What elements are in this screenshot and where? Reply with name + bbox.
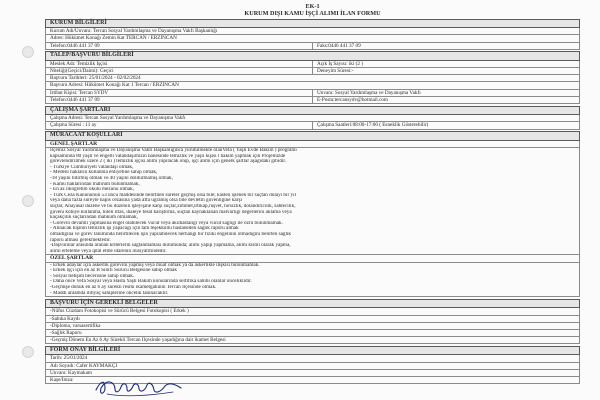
genel-sart-line: suçlar, Anayasal düzene ve bu düzenin işleyişine karşı suçlar,zimmet,irtikâp,rüşvet, hırsızlık, dolandırıcılık, sahtecilik,: [50, 203, 296, 209]
kurum-adi: Kurum Adı/Unvanı: Tercan Sosyal Yardımlaşma ve Dayanışma Vakfı Başkanlığı: [50, 28, 218, 35]
talep-row-6: [45, 97, 580, 104]
genel-sart-line: -Daşvurular arasında aranan kriterlerin sağlanmaması durumunda; alımı yapıp yapmama, alımı kısmi olarak yapma,: [50, 243, 291, 249]
calisma-adres-row: [45, 115, 580, 122]
genel-sartlar-list: [45, 148, 580, 254]
section-belgeler-title: BAŞVURU İÇİN GEREKLİ BELGELER: [45, 299, 580, 309]
section-kurum-title: KURUM BİLGİLERİ: [45, 19, 580, 29]
ozel-sart-line: - Erkek işçi için en az B Sınıfı Sürücü Belgesine sahip olmak: [50, 268, 177, 274]
talep-row-2: [45, 68, 580, 75]
belge-row: [45, 330, 580, 337]
genel-sart-line: -18 yaşını bitirmiş olmak ve 40 yaşını doldurmamış olmak,: [50, 175, 173, 181]
belge-row: [45, 316, 580, 323]
kurum-telefon: Telefon:0446 441 37 09: [50, 42, 100, 49]
onay-tarih-row: [45, 355, 580, 362]
onay-unvan: Unvanı: Kaymakam: [50, 369, 92, 376]
binder-hole: [22, 46, 34, 58]
talep-meslek: Meslek Adı: Temizlik İşçisi: [50, 60, 108, 67]
talep-tarih-row: [45, 75, 580, 82]
ozel-sartlar-title: ÖZEL ŞARTLAR: [45, 254, 580, 262]
talep-deneyim: Deneyim Süresi:-: [312, 68, 579, 74]
binder-holes: [20, 0, 34, 400]
section-talep-title: TALEP/BAŞVURU BİLGİLERİ: [45, 51, 580, 61]
belge-item: -Diploma, varsasertifika: [50, 322, 101, 329]
binder-hole: [22, 195, 34, 207]
genel-sart-line: görevlendirilmek üzere 2 ( iki ) temizlik işçisi alımı yapılacak olup, işçi alımı için genelk şartlar aşağıdaki gibidir.: [50, 159, 287, 165]
section-calisma-title: ÇALIŞMA ŞARTLARI: [45, 106, 580, 116]
talep-row-5: [45, 90, 580, 97]
genel-sart-line: kapsamında 80 yaşlı ve engelli vatandaşımızın hanesinde temizlik ve yaşlı kişisi l bakım yapmak için Projemizde: [50, 153, 286, 159]
genel-sartlar-title: GENEL ŞARTLAR: [45, 141, 580, 148]
onay-adsoyad: Adı Soyadı: Cafer KAYMAKÇI: [50, 362, 118, 369]
genel-sart-line: İlçemiz Sosyal Yardımlaşma ve Dayanışma Vakfı Başkanlığınca yürütülmekte olanVefa ( Yaşlı Evde Bakım ) programı: [50, 148, 297, 154]
talep-acik-is: Açık İş Sayısı: iki (2 ): [312, 61, 579, 67]
genel-sart-line: alımı erteleme veya iptal etme idarenin inisiyatifindedir.: [50, 248, 167, 254]
kurum-faks: Faks:0446 441 37 09: [312, 43, 579, 49]
genel-sart-line: - Medeni hakların kullanma ehliyetine sahip olmak,: [50, 170, 158, 176]
form-document: [45, 0, 580, 400]
genel-sart-line: raporu alması gerekmektedir.: [50, 237, 111, 243]
genel-sart-line: veya daha fazla süreyle hapis cezasına yada affa uğramış olsa bile devletin güvenliğine karşı: [50, 198, 242, 204]
genel-sart-line: kaçakçılık suçlarından mahkûm olmamak,: [50, 215, 138, 221]
ozel-sart-line: - Sosyal İletişim becerisine sahip olmak.: [50, 273, 135, 279]
ozel-sart-line: - Daha önce Vefa Sosyal veya Hasta Yaşlı Bakım konularında sertifika sahibi olanlar önceliklidir.: [50, 279, 252, 285]
form-title: KURUM DIŞI KAMU İŞÇİ ALIMI İLAN FORMU: [244, 10, 381, 17]
calisma-saat: Çalışma Saatleri:08:00-17:00 ( Esneklik Gösterebilir): [312, 122, 579, 128]
talep-row-1: [45, 61, 580, 68]
talep-adres-row: [45, 82, 580, 89]
belge-row: [45, 308, 580, 315]
ozel-sart-line: - Erkek adaylar için askerlik görevini yapmış veya muaf olmak ya da askerlikle ilişkisi bulunmamak.: [50, 262, 260, 268]
belge-item: -Nüfus Cüzdanı Fotokopisi ve Sürücü Belgesi Fotokopisi ( Erkek ): [50, 308, 189, 315]
kurum-adres-row: [45, 35, 580, 42]
talep-telefon: Telefon:0446 441 37 09: [50, 96, 100, 103]
talep-adres: Başvuru Adresi: Hükümet Konağı Kat 1 Tercan / ERZİNCAN: [50, 82, 179, 89]
kurum-adres: Adres: Hükümet Konağı Zemin Kat TERCAN / ERZİNCAN: [50, 35, 177, 42]
belge-item: -Sağlık Raporu: [50, 329, 82, 336]
genel-sart-line: - Türkiye Cumhuriyeti vatandaşı olmak,: [50, 164, 134, 170]
onay-imza-label: Kaşe/İmza:: [50, 377, 74, 384]
belge-item: -Geçmiş Dönem En Az 6 Ay Sürekli Tercan İlçesinde yaşadığına dair ikamet Belgesi: [50, 337, 226, 344]
talep-eposta: E-Posta:tercansydv@hotmail.com: [312, 97, 579, 103]
belge-row: [45, 323, 580, 330]
onay-tarih: Tarih: 25/01/2024: [50, 355, 88, 362]
genel-sart-line: - En az ilköğretim okulu mezunu olmak,: [50, 187, 134, 193]
kurum-iletisim-row: [45, 43, 580, 50]
onay-adsoyad-row: [45, 363, 580, 370]
talep-tarih: Başvuru Tarihleri: 25/01/2024 - 02/02/2024: [50, 75, 141, 82]
belge-row: [45, 337, 580, 344]
binder-hole: [22, 346, 34, 358]
kurum-adi-row: [45, 28, 580, 35]
handwritten-signature: [93, 376, 183, 398]
calisma-adres: Çalışma Adresi: Tercan Sosyal Yardımlaşma ve Dayanışma Vakfı: [50, 115, 186, 122]
calisma-sure: Çalışma Süresi : 11 ay: [50, 122, 97, 129]
ozel-sart-line: -Geçmişe dönük en az 6 ay sürekli resmi ikametgâhının Tercan İlçesinde olmak.: [50, 285, 217, 291]
genel-sart-line: - Alınacak kişinin temizlik işi yapacağı için tam teşekküllü hastaneden sağlık raporu almak: [50, 226, 239, 232]
belge-item: -Sabıka Kaydı: [50, 315, 80, 322]
genel-sart-line: - Kamu haklarından mahrum bulunmamak,: [50, 181, 140, 187]
form-code: EK-1: [305, 3, 320, 10]
ozel-sartlar-list: [45, 263, 580, 298]
section-onay-title: FORM ONAY BİLGİLERİ: [45, 346, 580, 356]
ozel-sart-line: - Maddi anlamda ihtiyaç sahiplerine öncelik tanınacaktır.: [50, 290, 169, 296]
genel-sart-line: güveni kötüye kullanma, hileli iflas, ihaleye fesat karıştırma, suçtan kaynaklanan malvarlığı değerlerini aklama veya: [50, 209, 292, 215]
genel-sart-line: - Türk Ceza Kanununun 53 üncü maddesinde belirtilen süreler geçmiş olsa bile; kasten işlenen bir suçtan dolayı bir yıl: [50, 192, 296, 198]
section-muracaat-title: MÜRACAAT KOŞULLARI: [45, 131, 580, 141]
genel-sart-line: - Görevin devamlı yapmasına engel olabilecek vücut veya akılhastalığı veya vücut sağlığı ile özrü bulunmamak.: [50, 220, 283, 226]
talep-nitelik: Niteliği(Geçici/Daimi): Geçici: [50, 68, 114, 74]
talep-irtibat: İrtibat Kişisi: Tercan SYDV: [50, 89, 109, 96]
talep-unvan: Unvanı: Sosyal Yardımlaşma ve Dayanışma Vakfı: [312, 90, 579, 96]
calisma-sure-row: [45, 122, 580, 129]
genel-sart-line: olmadığına ve görev tanımında belirtilecek işin yapılabilecek herhangi bir fiziki engelinin olmadığını belirten sağlık: [50, 231, 292, 237]
